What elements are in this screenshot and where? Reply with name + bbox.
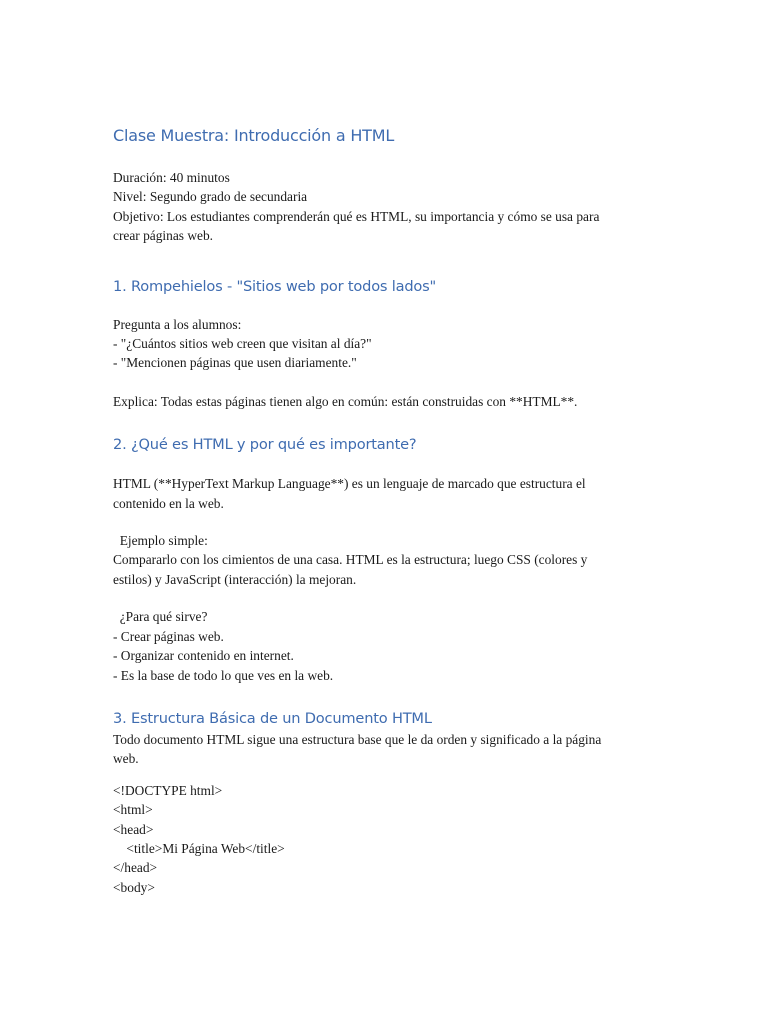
section1-explanation: Explica: Todas estas páginas tienen algo en común: están construidas con **HTML**. — [113, 393, 578, 409]
section2-purpose-item: - Crear páginas web. — [113, 628, 224, 644]
section3-text-line1: Todo documento HTML sigue una estructura base que le da orden y significado a la página — [113, 731, 602, 747]
code-line: <head> — [113, 821, 154, 837]
section2-definition-line1: HTML (**HyperText Markup Language**) es un lenguaje de marcado que estructura el — [113, 476, 586, 492]
section1-item: - "Mencionen páginas que usen diariamente." — [113, 355, 357, 371]
section1-heading: 1. Rompehielos - "Sitios web por todos lados" — [113, 277, 437, 295]
code-line: <!DOCTYPE html> — [113, 782, 223, 798]
level-text: Nivel: Segundo grado de secundaria — [113, 189, 308, 205]
duration-text: Duración: 40 minutos — [113, 170, 230, 185]
section2-purpose-label: ¿Para qué sirve? — [113, 609, 208, 625]
section2-purpose-item: - Es la base de todo lo que ves en la web. — [113, 667, 334, 683]
objective-text-line2: crear páginas web. — [113, 228, 214, 244]
section2-example-label: Ejemplo simple: — [113, 533, 208, 549]
code-line: </head> — [113, 860, 158, 876]
section2-example-line2: estilos) y JavaScript (interacción) la mejoran. — [113, 571, 357, 587]
section1-item: - "¿Cuántos sitios web creen que visitan al día?" — [113, 336, 372, 352]
section2-definition-line2: contenido en la web. — [113, 495, 224, 511]
document-content — [113, 124, 658, 897]
section3-heading: 3. Estructura Básica de un Documento HTML — [113, 709, 432, 727]
document-title: Clase Muestra: Introducción a HTML — [113, 126, 395, 145]
objective-text-line1: Objetivo: Los estudiantes comprenderán qué es HTML, su importancia y cómo se usa para — [113, 208, 600, 224]
section3-text-line2: web. — [113, 751, 139, 767]
code-line: <html> — [113, 802, 153, 818]
code-line: <title>Mi Página Web</title> — [113, 840, 285, 856]
section2-purpose-item: - Organizar contenido en internet. — [113, 648, 294, 664]
code-line: <body> — [113, 879, 155, 895]
section1-intro: Pregunta a los alumnos: — [113, 316, 242, 332]
section2-example-line1: Compararlo con los cimientos de una casa. HTML es la estructura; luego CSS (colores y — [113, 552, 588, 568]
section2-heading: 2. ¿Qué es HTML y por qué es importante? — [113, 436, 417, 454]
code-block — [113, 781, 658, 897]
